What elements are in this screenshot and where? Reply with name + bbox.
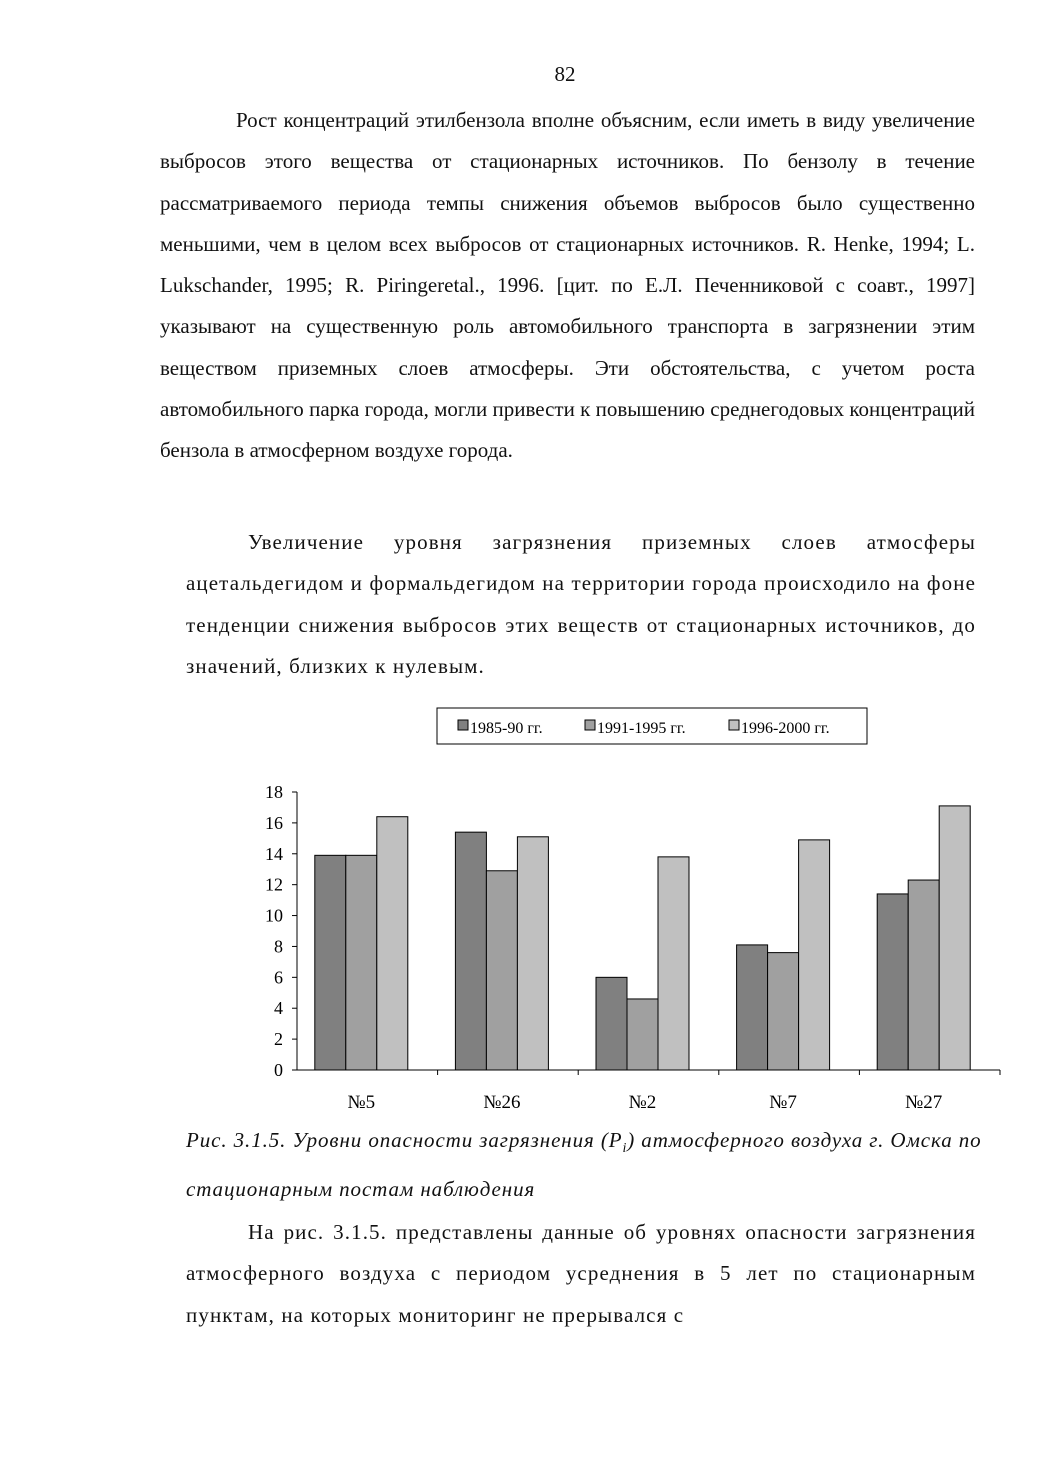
x-category-label: №27	[905, 1092, 943, 1113]
y-tick-label: 6	[274, 967, 283, 988]
bar-1-2	[455, 832, 486, 1070]
y-tick-label: 16	[265, 812, 283, 833]
x-category-label: №5	[347, 1092, 376, 1113]
legend-swatch	[729, 720, 739, 730]
paragraph-2: Увеличение уровня загрязнения приземных слоев атмосферы ацетальдегидом и формальдегидом на территории города происходило на фоне тенденции снижения выбросов этих веществ от стационарных источников, до значений, близких к нулевым.	[186, 530, 976, 678]
caption-suffix: ) атмосферного воздуха г. Омска по стационарным постам наблюдения	[186, 1128, 982, 1202]
bar-2-1	[346, 855, 377, 1070]
bar-1-3	[596, 977, 627, 1070]
y-tick-label: 10	[265, 905, 283, 926]
legend-label: 1996-2000 гг.	[741, 720, 830, 737]
bar-2-5	[908, 880, 939, 1070]
legend-label: 1991-1995 гг.	[597, 720, 686, 737]
page-number: 82	[554, 62, 576, 86]
chart-legend	[437, 708, 867, 744]
y-tick-label: 4	[274, 998, 283, 1019]
bar-3-2	[517, 837, 548, 1070]
y-tick-label: 14	[265, 843, 283, 864]
legend-swatch	[458, 720, 468, 730]
figure-caption	[186, 1120, 986, 1210]
caption-subscript: i	[622, 1141, 628, 1157]
caption-prefix: Рис. 3.1.5. Уровни опасности загрязнения (P	[186, 1128, 623, 1152]
bar-3-4	[799, 840, 830, 1070]
bar-1-5	[877, 894, 908, 1070]
bar-2-3	[627, 999, 658, 1070]
chart-bars	[315, 806, 970, 1070]
bar-1-1	[315, 855, 346, 1070]
y-tick-label: 2	[274, 1029, 283, 1050]
x-category-label: №2	[628, 1092, 657, 1113]
x-category-label: №7	[769, 1092, 797, 1113]
paragraph-1: Рост концентраций этилбензола вполне объясним, если иметь в виду увеличение выбросов этого вещества от стационарных источников. По бензолу в течение рассматриваемого периода темпы снижения объемов выбросов было существенно меньшими, чем в целом всех выбросов от стационарных источников. R. Henke, 1994; L. Lukschander, 1995; R. Piringeretal., 1996. [цит. по Е.Л. Печенниковой с соавт., 1997] указывают на существенную роль автомобильного транспорта в загрязнении этим веществом приземных слоев атмосферы. Эти обстоятельства, с учетом роста автомобильного парка города, могли привести к повышению среднегодовых концентраций бензола в атмосферном воздухе города.	[160, 108, 975, 463]
legend-swatch	[585, 720, 595, 730]
y-tick-label: 18	[265, 782, 283, 802]
y-tick-label: 8	[274, 936, 283, 957]
bar-3-3	[658, 857, 689, 1070]
legend-label: 1985-90 гг.	[470, 720, 543, 737]
bar-2-4	[768, 953, 799, 1070]
bar-3-1	[377, 817, 408, 1070]
bar-3-5	[939, 806, 970, 1070]
bar-2-2	[486, 871, 517, 1070]
paragraph-3: На рис. 3.1.5. представлены данные об уровнях опасности загрязнения атмосферного воздуха с периодом усреднения в 5 лет по стационарным пунктам, на которых мониторинг не прерывался с	[186, 1220, 976, 1327]
y-tick-label: 12	[265, 874, 283, 895]
bar-1-4	[737, 945, 768, 1070]
x-category-label: №26	[483, 1092, 521, 1113]
y-tick-label: 0	[274, 1060, 283, 1080]
